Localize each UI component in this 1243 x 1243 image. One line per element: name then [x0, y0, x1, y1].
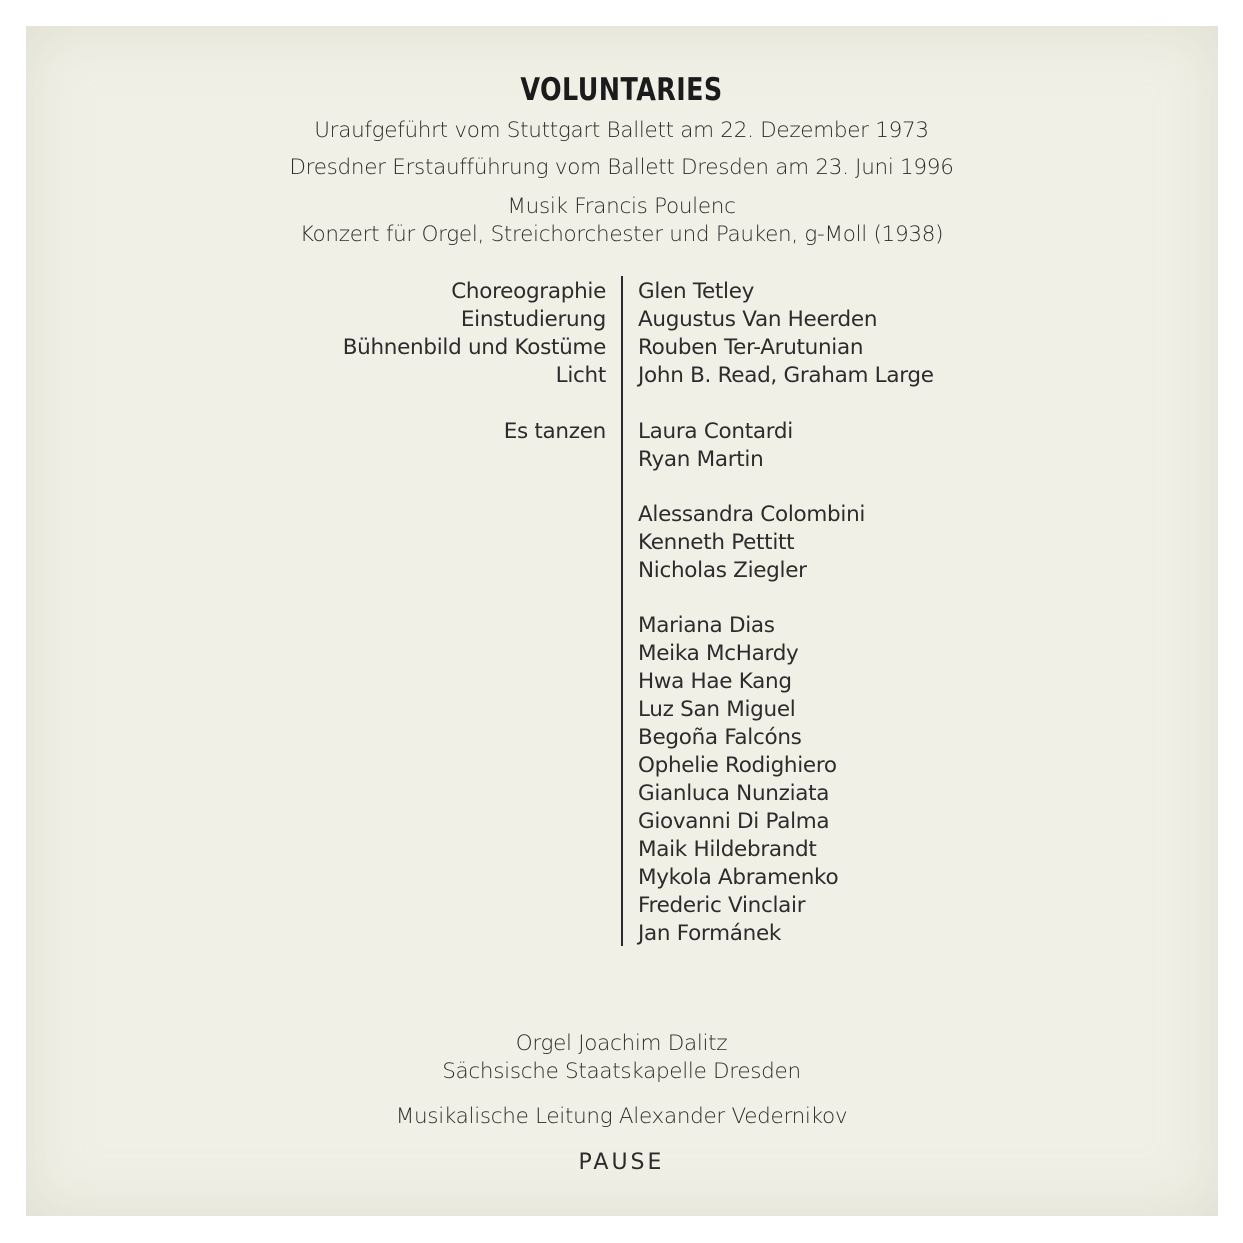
- dancers-group-3: [638, 612, 838, 948]
- credit-name: Augustus Van Heerden: [638, 307, 878, 332]
- column-divider: [621, 276, 623, 946]
- dancer-name: Ophelie Rodighiero: [638, 753, 837, 778]
- dancer-name: Begoña Falcóns: [638, 725, 802, 750]
- dancers-label: [504, 418, 606, 446]
- dancer-name: Hwa Hae Kang: [638, 669, 792, 694]
- dancer-name: Mykola Abramenko: [638, 865, 839, 890]
- dancer-name: Gianluca Nunziata: [638, 781, 830, 806]
- credit-name: Glen Tetley: [638, 279, 755, 304]
- dancer-name: Laura Contardi: [638, 419, 793, 444]
- pause-label: PAUSE: [578, 1150, 665, 1175]
- dancer-name: Maik Hildebrandt: [638, 837, 817, 862]
- credit-names: [638, 278, 934, 390]
- dancers-group-2: [638, 501, 865, 585]
- credit-roles: [343, 278, 606, 390]
- page-title: VOLUNTARIES: [520, 72, 723, 108]
- credit-role: Einstudierung: [460, 307, 606, 332]
- organ-line: Orgel Joachim Dalitz: [515, 1031, 728, 1056]
- dancer-name: Alessandra Colombini: [638, 502, 866, 527]
- orchestra-line: Sächsische Staatskapelle Dresden: [442, 1059, 801, 1084]
- credit-name: John B. Read, Graham Large: [638, 363, 934, 388]
- dancers-group-1: [638, 418, 793, 474]
- music-line: Musik Francis Poulenc: [507, 194, 736, 219]
- dancers-label-text: Es tanzen: [503, 419, 606, 444]
- dancer-name: Meika McHardy: [638, 641, 799, 666]
- dancer-name: Mariana Dias: [638, 613, 775, 638]
- premiere-line: Uraufgeführt vom Stuttgart Ballett am 22. Dezember 1973: [314, 118, 929, 143]
- dancer-name: Frederic Vinclair: [638, 893, 806, 918]
- credit-role: Choreographie: [451, 279, 606, 304]
- dancer-name: Giovanni Di Palma: [638, 809, 830, 834]
- dancer-name: Nicholas Ziegler: [638, 558, 807, 583]
- work-line: Konzert für Orgel, Streichorchester und Pauken, g-Moll (1938): [299, 222, 944, 247]
- dancer-name: Ryan Martin: [638, 447, 764, 472]
- credit-role: Licht: [555, 363, 606, 388]
- dancer-name: Luz San Miguel: [638, 697, 796, 722]
- dancer-name: Kenneth Pettitt: [638, 530, 795, 555]
- conductor-line: Musikalische Leitung Alexander Vedernikov: [395, 1104, 848, 1129]
- dancer-name: Jan Formánek: [638, 921, 782, 946]
- credit-name: Rouben Ter-Arutunian: [638, 335, 864, 360]
- dresden-premiere-line: Dresdner Erstaufführung vom Ballett Dresden am 23. Juni 1996: [289, 155, 954, 180]
- credit-role: Bühnenbild und Kostüme: [342, 335, 606, 360]
